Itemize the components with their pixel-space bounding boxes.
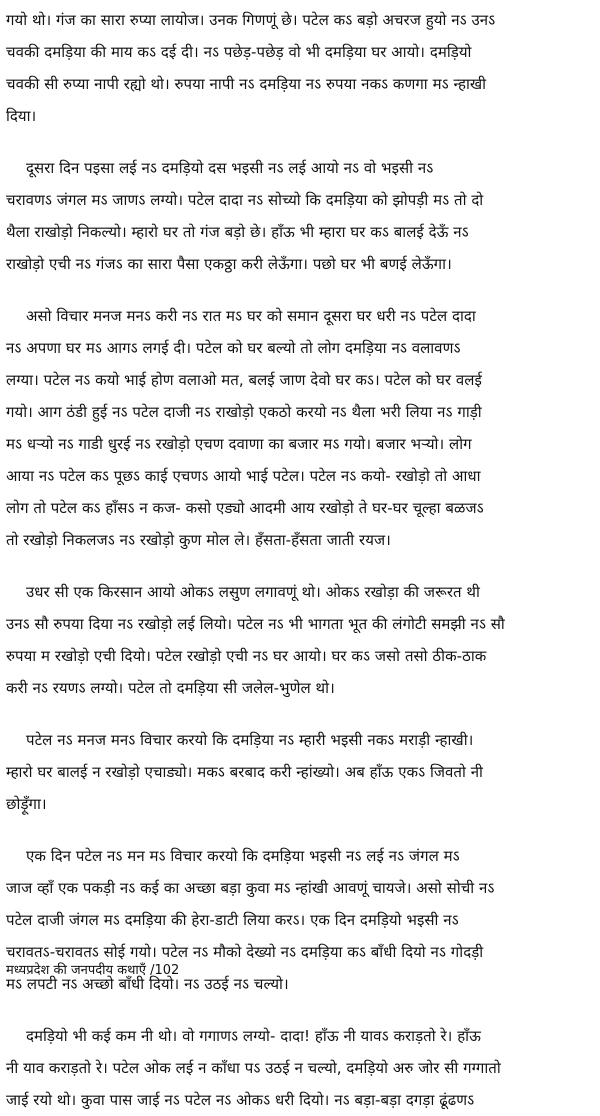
text-line: रुपया म रखोड़ो एची दियो। पटेल रखोड़ो एची नऽ घर आयो। घर कऽ जसो तसो ठीक-ठाक — [6, 647, 487, 665]
text-line: छोड़ूँगा। — [6, 795, 47, 813]
text-line: दमड़ियो भी कई कम नी थो। वो गगाणऽ लग्यो- दादा! हाँऊ नी यावऽ कराड़तो रे। हाँऊ — [26, 1027, 481, 1045]
text-line: मऽ लपटी नऽ अच्छो बाँधी दियो। नऽ उठई नऽ चल्यो। — [6, 975, 289, 993]
text-line: चरावणऽ जंगल मऽ जाणऽ लग्यो। पटेल दादा नऽ सोच्यो कि दमड़िया को झोपड़ी मऽ तो दो — [6, 191, 484, 209]
text-line: आया नऽ पटेल कऽ पूछऽ काई एचणऽ आयो भाई पटेल। पटेल नऽ कयो- रखोड़ो तो आधा — [6, 467, 481, 485]
text-line: चवकी दमड़िया की माय कऽ दई दी। नऽ पछेड़-पछेड़ वो भी दमड़िया घर आयो। दमड़ियो — [6, 43, 472, 61]
text-line: राखोड़ो एची नऽ गंजऽ का सारा पैसा एकठ्ठा करी लेऊँगा। पछो घर भी बणई लेऊँगा। — [6, 255, 452, 273]
text-line: जाज व्हाँ एक पकड़ी नऽ कई का अच्छा बड़ा कुवा मऽ न्हांखी आवणूं चायजे। असो सोची नऽ — [6, 879, 495, 897]
text-line: चवकी सी रुप्या नापी रह्यो थो। रुपया नापी नऽ दमड़िया नऽ रुपया नकऽ कणगा मऽ न्हाखी — [6, 75, 487, 93]
text-line: गयो। आग ठंडी हुई नऽ पटेल दाजी नऽ राखोड़ो एकठो करयो नऽ थैला भरी लिया नऽ गाड़ी — [6, 403, 482, 421]
text-line: लोग तो पटेल कऽ हाँसऽ न कज- कसो एड्यो आदमी आय रखोड़ो ते घर-घर चूल्हा बळजऽ — [6, 499, 484, 517]
text-line: नी याव कराड़तो रे। पटेल ओक लई न काँधा पऽ उठई न चल्यो, दमड़ियो अरु जोर सी गग्गातो — [6, 1059, 501, 1077]
text-line: असो विचार मनज मनऽ करी नऽ रात मऽ घर को समान दूसरा घर धरी नऽ पटेल दादा — [26, 307, 476, 325]
text-line: पटेल दाजी जंगल मऽ दमड़िया की हेरा-डाटी लिया करऽ। एक दिन दमड़ियो भइसी नऽ — [6, 911, 459, 929]
paragraph-7 — [6, 1020, 594, 1116]
text-line: गयो थो। गंज का सारा रुप्या लायोज। उनक गिणणूं छे। पटेल कऽ बड़ो अचरज हुयो नऽ उनऽ — [6, 11, 496, 29]
text-line: पटेल नऽ मनज मनऽ विचार करयो कि दमड़िया नऽ म्हारी भइसी नकऽ मराड़ी न्हाखी। — [26, 731, 474, 749]
text-line: म्हारो घर बालई न रखोड़ो एचाड्यो। मकऽ बरबाद करी न्हांख्यो। अब हाँऊ एकऽ जिवतो नी — [6, 763, 483, 781]
text-line: उधर सी एक किरसान आयो ओकऽ लसुण लगावणूं थो। ओकऽ रखोड़ा की जरूरत थी — [26, 583, 480, 601]
text-line: लग्या। पटेल नऽ कयो भाई होण वलाओ मत, बलई जाण देवो घर कऽ। पटेल को घर वलई — [6, 371, 482, 389]
text-line: दूसरा दिन पइसा लई नऽ दमड़ियो दस भइसी नऽ लई आयो नऽ वो भइसी नऽ — [26, 159, 434, 177]
paragraph-2 — [6, 152, 594, 280]
text-line: एक दिन पटेल नऽ मन मऽ विचार करयो कि दमड़िया भइसी नऽ लई नऽ जंगल मऽ — [26, 847, 460, 865]
paragraph-1 — [6, 4, 594, 132]
text-line: उनऽ सौ रुपया दिया नऽ रखोड़ो लई लियो। पटेल नऽ भी भागता भूत की लंगोटी समझी नऽ सौ — [6, 615, 505, 633]
text-line: दिया। — [6, 107, 37, 125]
text-line: चरावतऽ-चरावतऽ सोई गयो। पटेल नऽ मौको देख्यो नऽ दमड़िया कऽ बाँधी दियो नऽ गोदड़ी — [6, 943, 484, 961]
page-footer: मध्यप्रदेश की जनपदीय कथाएँ /102 — [6, 963, 180, 978]
text-line: थैला राखोड़ो निकल्यो। म्हारो घर तो गंज बड़ो छे। हाँऊ भी म्हारा घर कऽ बालई देऊँ नऽ — [6, 223, 469, 241]
paragraph-5 — [6, 724, 594, 820]
text-line: मऽ धर्‍यो नऽ गाडी धुरई नऽ रखोड़ो एचण दवाणा का बजार मऽ गयो। बजार भर्‍यो। लोग — [6, 435, 472, 453]
text-line: जाई रयो थो। कुवा पास जाई नऽ पटेल नऽ ओकऽ धरी दियो। नऽ बड़ा-बड़ा दगड़ा ढूंढणऽ — [6, 1091, 475, 1109]
text-line: करी नऽ रयणऽ लग्यो। पटेल तो दमड़िया सी जलेल-भुणेल थो। — [6, 679, 335, 697]
text-line: नऽ अपणा घर मऽ आगऽ लगई दी। पटेल को घर बल्यो तो लोग दमड़िया नऽ वलावणऽ — [6, 339, 461, 357]
paragraph-3 — [6, 300, 594, 556]
text-line: तो रखोड़ो निकलजऽ नऽ रखोड़ो कुण मोल ले। हँसता-हँसता जाती रयज। — [6, 531, 391, 549]
paragraph-4 — [6, 576, 594, 704]
